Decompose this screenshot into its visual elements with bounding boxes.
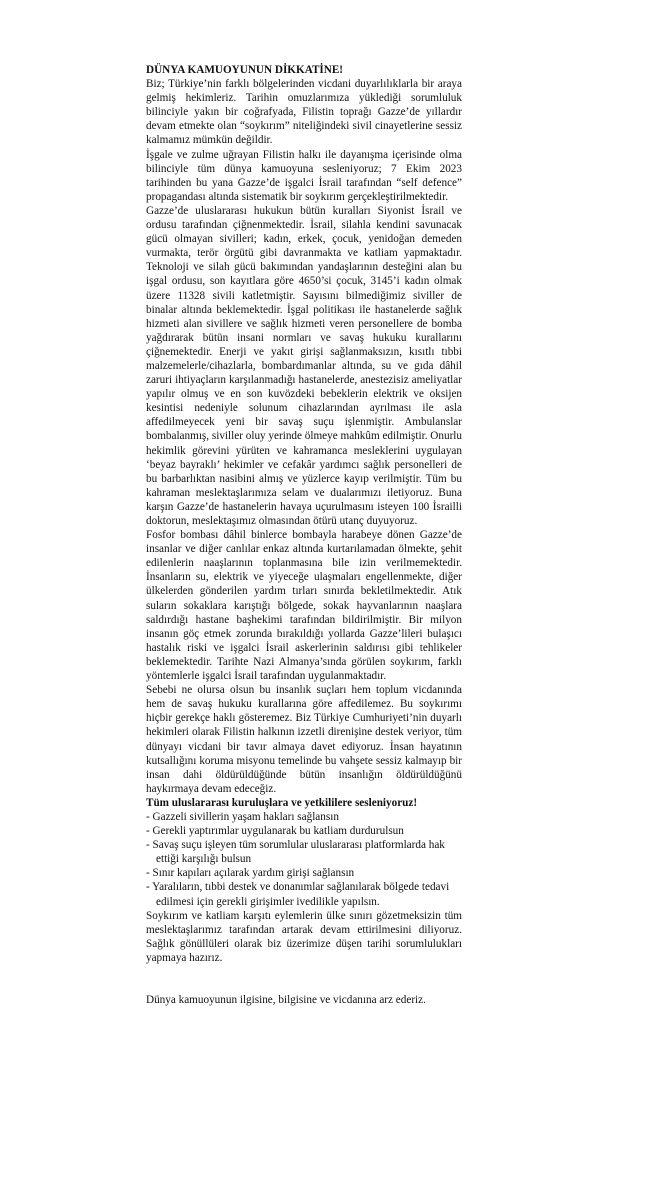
letter-title: DÜNYA KAMUOYUNUN DİKKATİNE! bbox=[146, 64, 344, 76]
appeal-heading: Tüm uluslararası kuruluşlara ve yetkililere sesleniyoruz! bbox=[146, 796, 418, 809]
demand-item: - Savaş suçu işleyen tüm sorumlular uluslararası platformlarda hak ettiği karşılığı bulsun bbox=[146, 839, 445, 866]
paragraph-violations: Gazze’de uluslararası hukukun bütün kuralları Siyonist İsrail ve ordusu tarafından çiğnenmektedir. İsrail, silahla kendini savunacak gücü olmayan sivilleri; kadın, erkek, çocuk, yenidoğan demeden vurmakta, terör örgütü gibi davranmakta ve katliam yapmaktadır. Teknoloji ve silah gücü bakımından yandaşlarının desteğini alan bu işgal ordusu, son kayıtlara göre 4650’si çocuk, 3145’i kadın olmak üzere 11328 sivili katletmiştir. Sayısını bilmediğimiz siviller de binalar altında beklemektedir. İşgal politikası ile hastanelerde sağlık hizmeti alan sivillere ve sağlık hizmeti veren personellere de bomba yağdırarak bütün insani normları ve savaş hukuku kurallarını çiğnemektedir. Enerji ve yakıt girişi sağlanmaksızın, kısıtlı tıbbi malzemelerle/cihazlarla, bombardımanlar altında, su ve gıda dâhil zaruri ihtiyaçların karşılanmadığı hastanelerde, anestezisiz ameliyatlar yapılır olmuş ve en son kuvözdeki bebeklerin elektrik ve oksijen kesintisi nedeniyle solunum cihazlarından ayrılması ile asla affedilmeyecek yeni bir savaş suçu işlenmiştir. Ambulanslar bombalanmış, siviller oluy yerinde ölmeye mahkûm edilmiştir. Onurlu hekimlik görevini yürüten ve kahramanca mesleklerini uygulayan ‘beyaz bayraklı’ hekimler ve cefakâr yardımcı sağlık personelleri de bu barbarlıktan nasibini almış ve yüzlerce kayıp verilmiştir. Tüm bu kahraman meslektaşlarımıza selam ve dualarımızı iletiyoruz. Buna karşın Gazze’de hastanelerin havaya uçurulmasını isteyen 100 İsrailli doktorun, meslektaşımız olmasından ötürü utanç duyuyoruz. bbox=[146, 204, 462, 527]
paragraph-solidarity: İşgale ve zulme uğrayan Filistin halkı ile dayanışma içerisinde olma bilinciyle tüm dünya kamuoyuna sesleniyoruz; 7 Ekim 2023 tarihinden bu yana Gazze’de işgalci İsrail tarafından “self defence” propagandası altında sistematik bir soykırım gerçekleştirilmektedir. bbox=[146, 148, 462, 203]
demand-item: - Gazzeli sivillerin yaşam hakları sağlansın bbox=[146, 810, 339, 823]
demands-list bbox=[146, 810, 462, 909]
paragraph-final: Soykırım ve katliam karşıtı eylemlerin ülke sınırı gözetmeksizin tüm meslektaşlarımız tarafından artarak devam ettirilmesini diliyoruz. Sağlık gönüllüleri olarak biz üzerimize düşen tarihi sorumlulukları yapmaya hazırız. bbox=[146, 909, 462, 964]
paragraph-humanitarian-crisis: Fosfor bombası dâhil binlerce bombayla harabeye dönen Gazze’de insanlar ve diğer canlılar enkaz altında kurtarılamadan ölmekte, şehit edilenlerin naaşlarının toplanmasına bile izin verilmemektedir. İnsanların su, elektrik ve yiyeceğe ulaşmaları engellenmekte, diğer ülkelerden gönderilen yardım tırları sınırda bekletilmektedir. Atık suların sokaklara karıştığı bölgede, sokak hayvanlarının naaşlara saldırdığı hastane başhekimi tarafından bildirilmiştir. Bir milyon insanın göç etmek zorunda bırakıldığı yollarda Gazze’lileri bulaşıcı hastalık riski ve işgalci İsrail askerlerinin saldırısı gibi tehlikeler beklemektedir. Tarihte Nazi Almanya’sında görülen soykırım, farklı yöntemlerle işgalci İsrail tarafından uygulanmaktadır. bbox=[146, 529, 462, 683]
open-letter bbox=[146, 63, 462, 1007]
demand-item: - Sınır kapıları açılarak yardım girişi sağlansın bbox=[146, 867, 355, 880]
paragraph-introduction: Biz; Türkiye’nin farklı bölgelerinden vicdani duyarlılıklarla bir araya gelmiş hekimleriz. Tarihin omuzlarımıza yüklediği sorumluluk bilinciyle yakın bir coğrafyada, Filistin toprağı Gazze’de yıllardır devam etmekte olan “soykırım” niteliğindeki sivil cinayetlerine sessiz kalmamız mümkün değildir. bbox=[146, 78, 462, 147]
demand-item: - Yaralıların, tıbbi destek ve donanımlar sağlanılarak bölgede tedavi edilmesi için gerekli girişimler ivedilikle yapılsın. bbox=[146, 881, 450, 908]
demand-item: - Gerekli yaptırımlar uygulanarak bu katliam durdurulsun bbox=[146, 825, 404, 838]
closing-line: Dünya kamuoyunun ilgisine, bilgisine ve vicdanına arz ederiz. bbox=[146, 994, 426, 1006]
paragraph-call-to-action: Sebebi ne olursa olsun bu insanlık suçları hem toplum vicdanında hem de savaş hukuku kurallarına göre affedilemez. Bu soykırımı hiçbir gerekçe haklı gösteremez. Biz Türkiye Cumhuriyeti’nin duyarlı hekimleri olarak Filistin halkının izzetli direnişine destek veriyor, tüm dünyayı vicdani bir tavır almaya davet ediyoruz. İnsan hayatının kutsallığını koruma misyonu temelinde bu vahşete sessiz kalmayıp bir insan dahi öldürüldüğünde bütün insanlığın öldürüldüğünü haykırmaya devam edeceğiz. bbox=[146, 684, 462, 795]
